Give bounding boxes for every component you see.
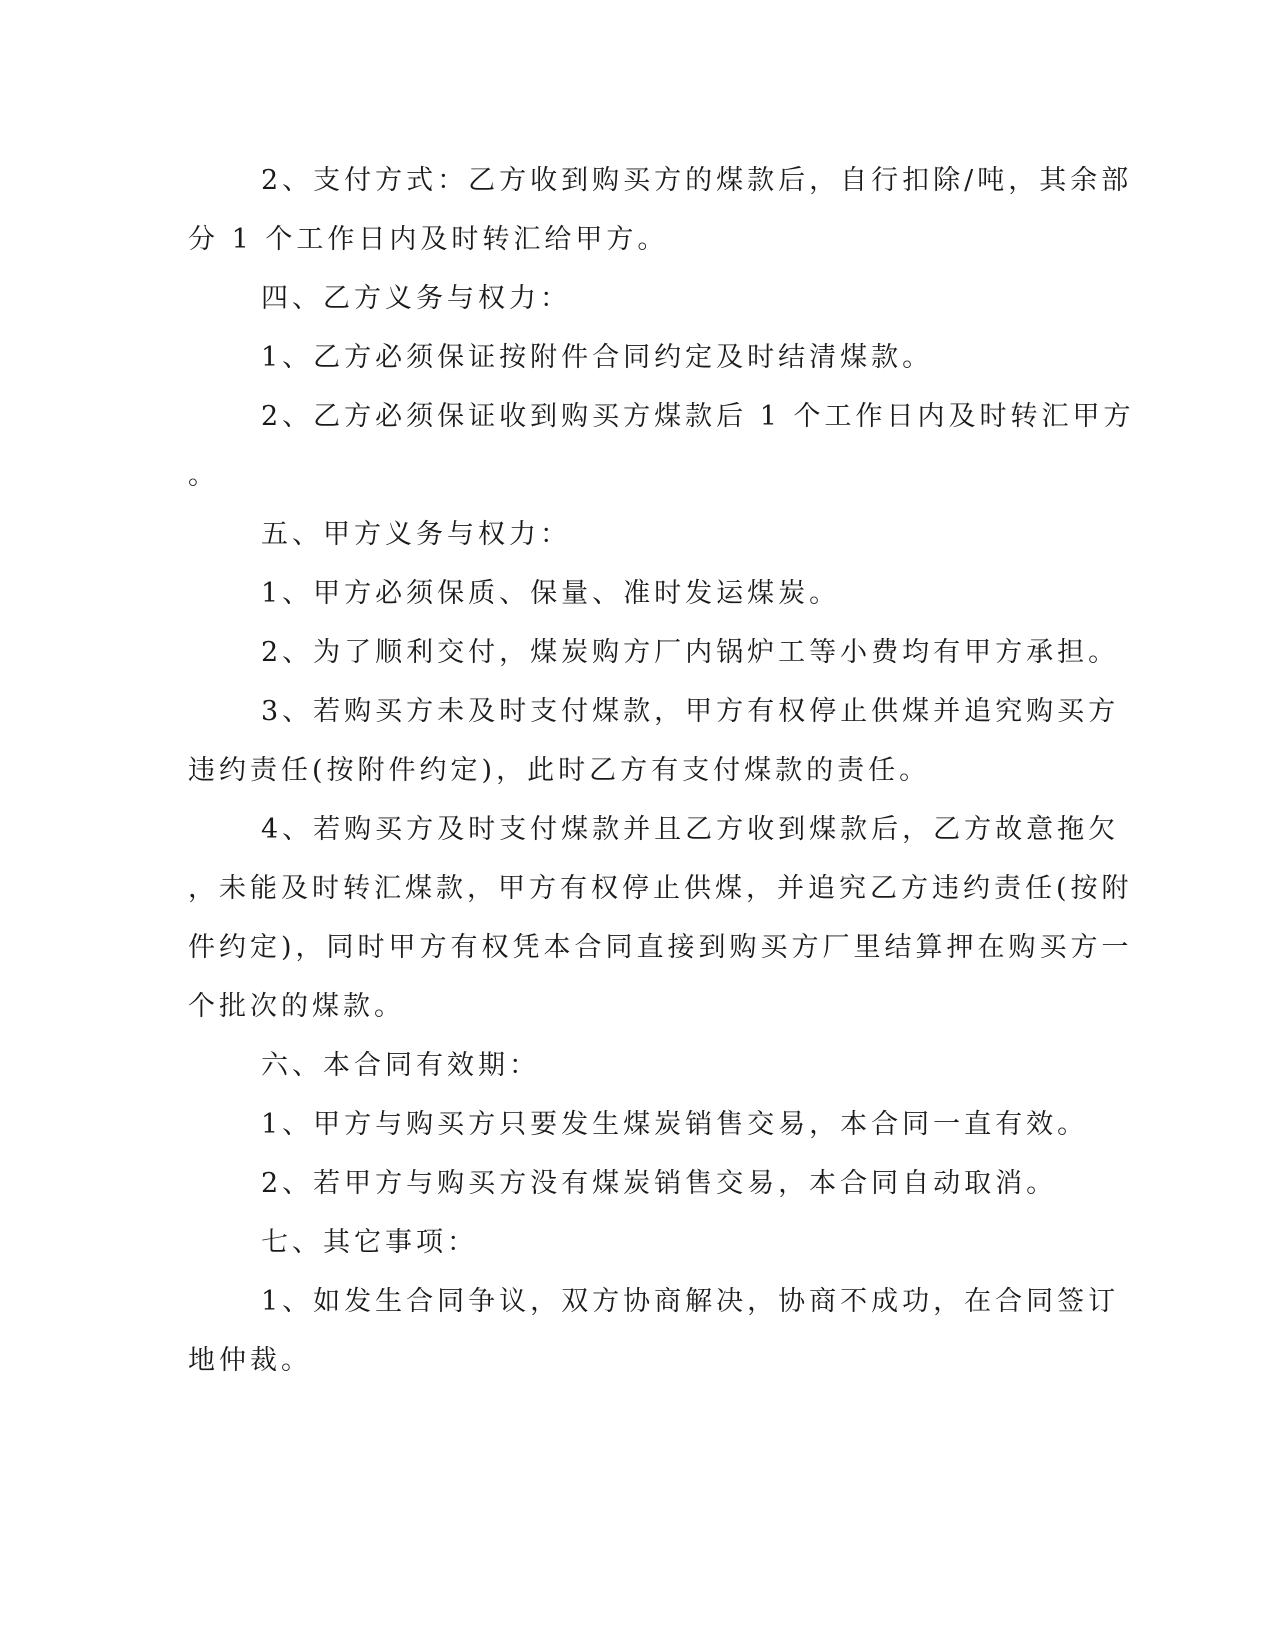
paragraph-payment-method-line1: 2、支付方式：乙方收到购买方的煤款后，自行扣除/吨，其余部 [261,165,1133,196]
clause-a-4-line3: 件约定)，同时甲方有权凭本合同直接到购买方厂里结算押在购买方一 [188,932,1133,963]
heading-validity: 六、本合同有效期： [261,1050,540,1081]
clause-a-2: 2、为了顺利交付，煤炭购方厂内锅炉工等小费均有甲方承担。 [261,637,1120,668]
clause-validity-1: 1、甲方与购买方只要发生煤炭销售交易，本合同一直有效。 [261,1109,1089,1140]
clause-other-1-line1: 1、如发生合同争议，双方协商解决，协商不成功，在合同签订 [261,1286,1120,1317]
clause-a-4-line2: ，未能及时转汇煤款，甲方有权停止供煤，并追究乙方违约责任(按附 [188,873,1133,904]
clause-a-3-line2: 违约责任(按附件约定)，此时乙方有支付煤款的责任。 [188,755,931,786]
heading-party-b-duties: 四、乙方义务与权力： [261,283,571,314]
clause-a-4-line4: 个批次的煤款。 [188,991,405,1022]
clause-other-1-line2: 地仲裁。 [188,1345,312,1376]
clause-b-2-line1: 2、乙方必须保证收到购买方煤款后 1 个工作日内及时转汇甲方 [261,401,1135,432]
clause-a-4-line1: 4、若购买方及时支付煤款并且乙方收到煤款后，乙方故意拖欠 [261,814,1120,845]
clause-a-3-line1: 3、若购买方未及时支付煤款，甲方有权停止供煤并追究购买方 [261,696,1120,727]
heading-other-matters: 七、其它事项： [261,1227,478,1258]
clause-validity-2: 2、若甲方与购买方没有煤炭销售交易，本合同自动取消。 [261,1168,1058,1199]
paragraph-payment-method-line2: 分 1 个工作日内及时转汇给甲方。 [188,224,669,255]
heading-party-a-duties: 五、甲方义务与权力： [261,519,571,550]
clause-b-1: 1、乙方必须保证按附件合同约定及时结清煤款。 [261,342,934,373]
clause-a-1: 1、甲方必须保质、保量、准时发运煤炭。 [261,578,841,609]
clause-b-2-line2: 。 [188,460,219,491]
